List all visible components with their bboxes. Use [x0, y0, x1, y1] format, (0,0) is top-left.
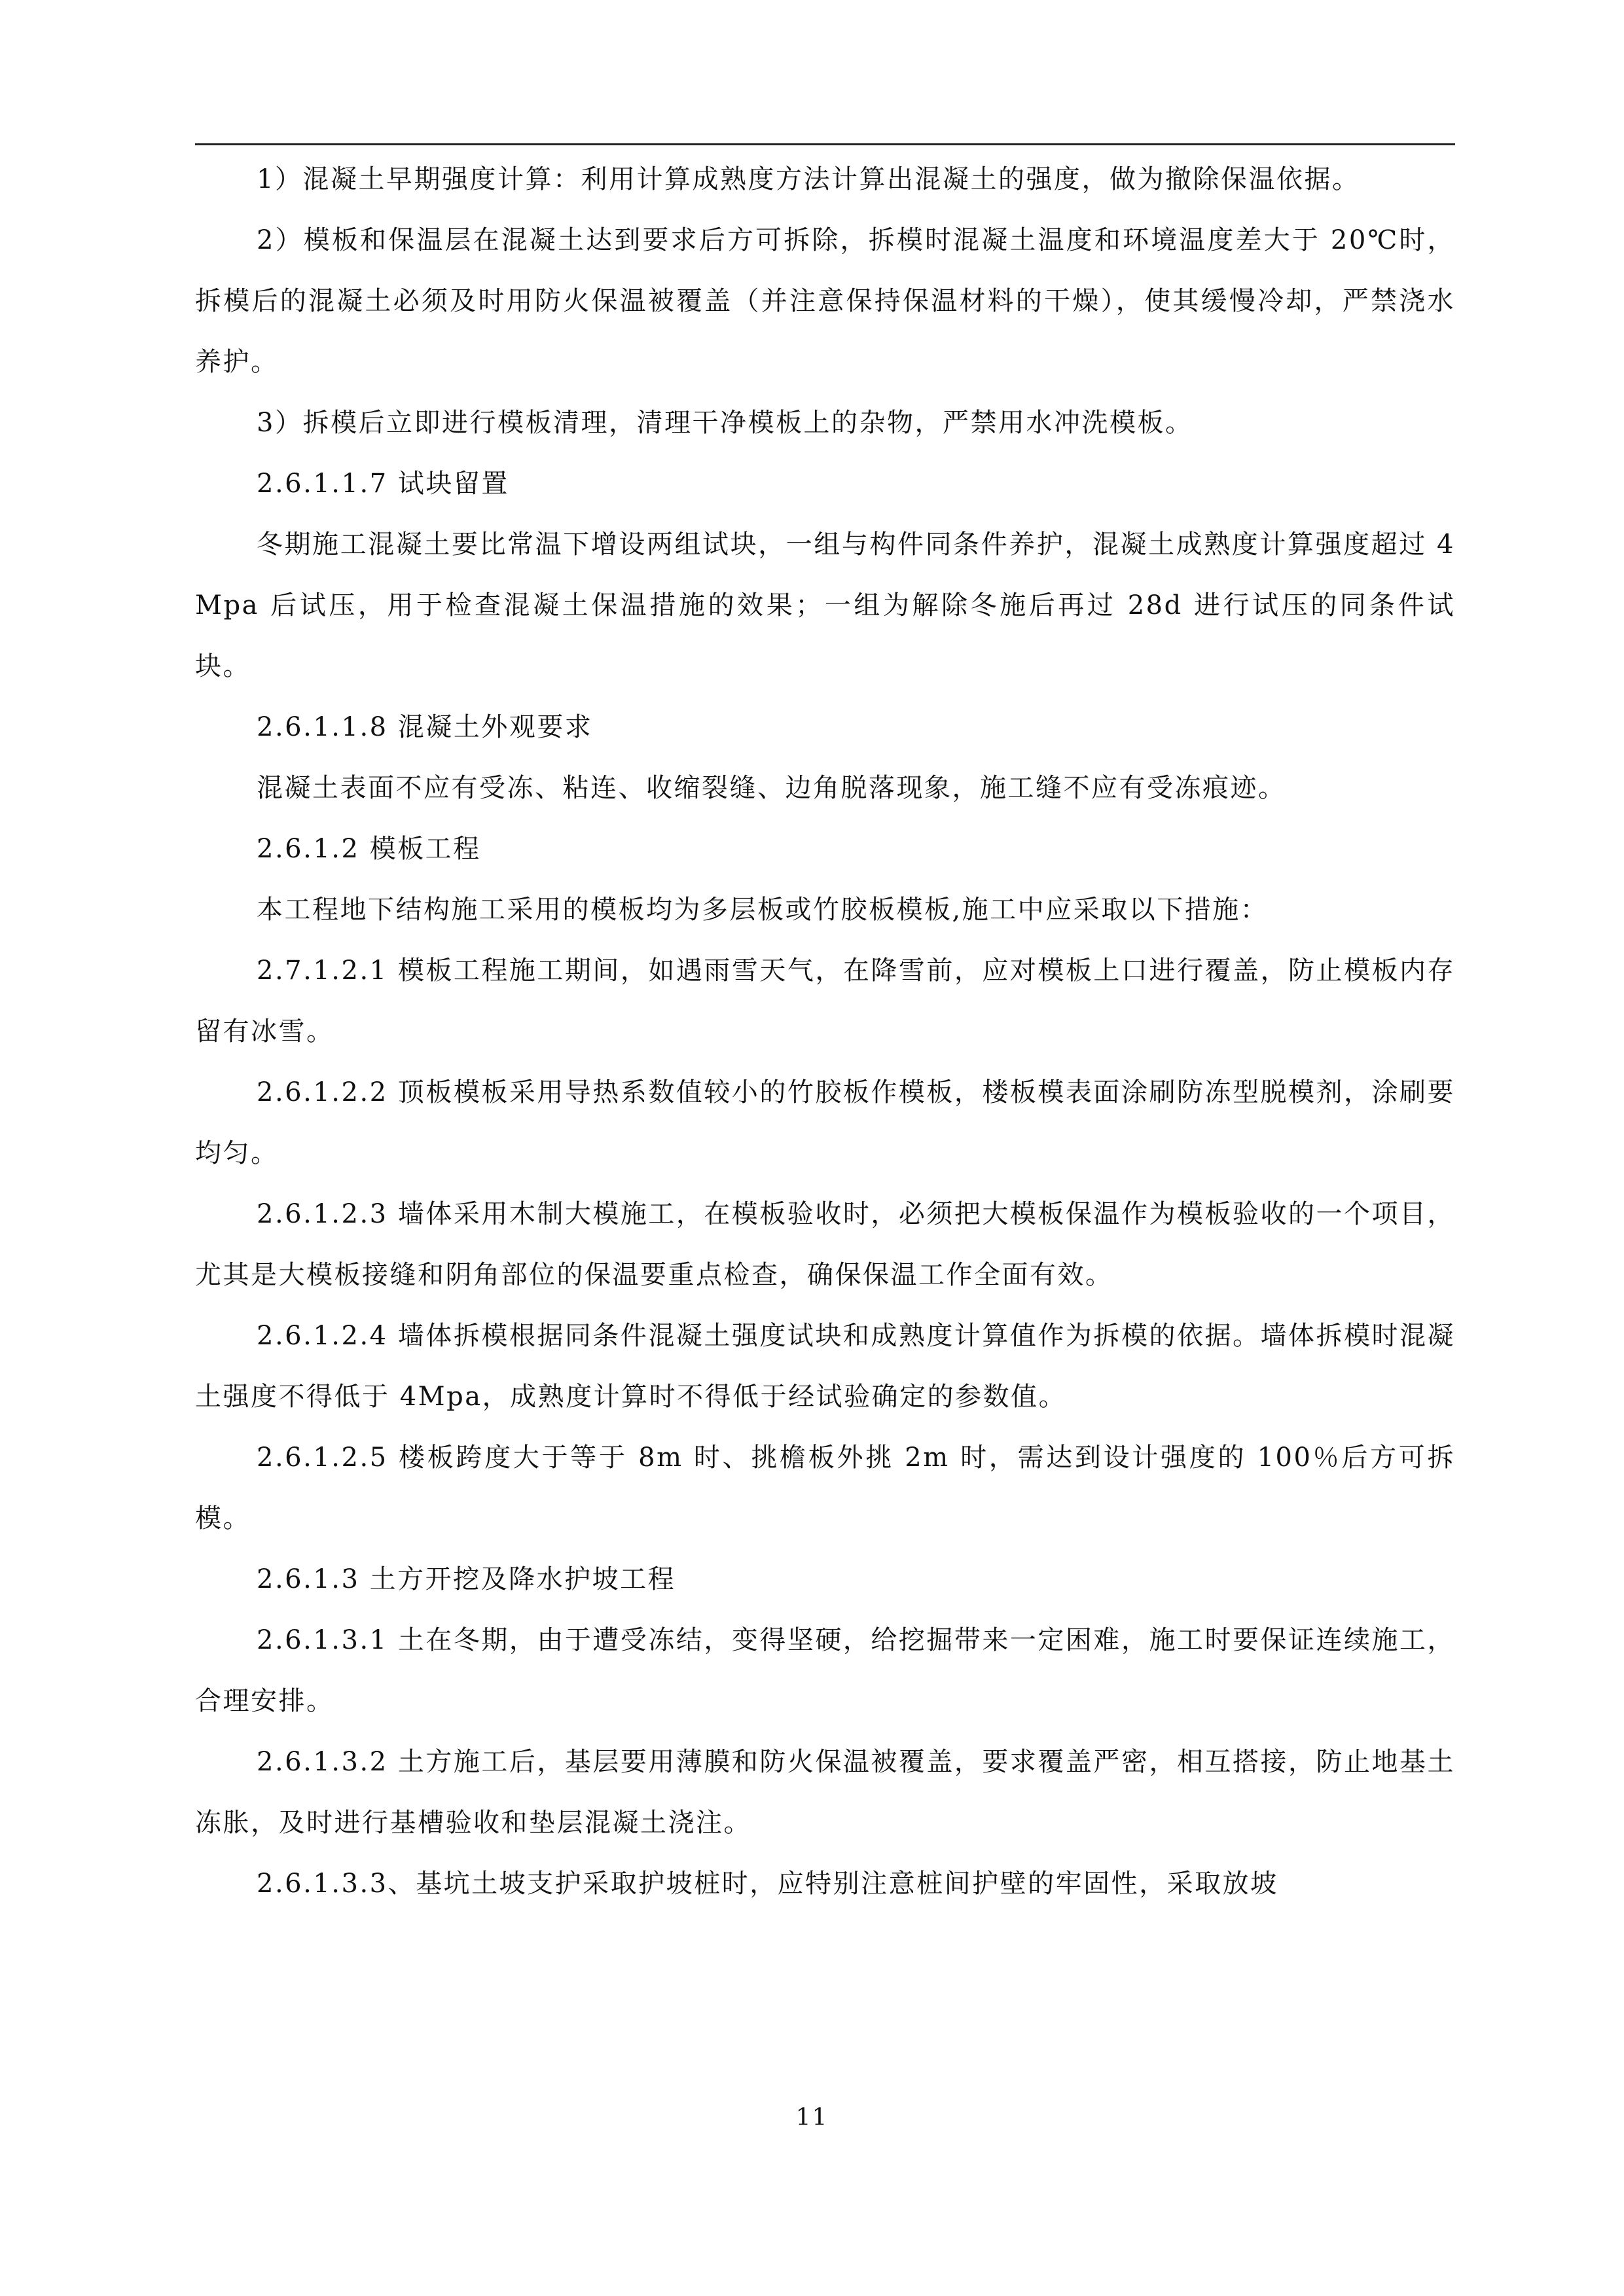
section-heading: 2.6.1.3 土方开挖及降水护坡工程 — [257, 1564, 676, 1594]
paragraph: 2.6.1.3.2 土方施工后，基层要用薄膜和防火保温被覆盖，要求覆盖严密，相互搭接，防止地基土冻胀，及时进行基槽验收和垫层混凝土浇注。 — [195, 1747, 1455, 1838]
paragraph: 2）模板和保温层在混凝土达到要求后方可拆除，拆模时混凝土温度和环境温度差大于 20℃时，拆模后的混凝土必须及时用防火保温被覆盖（并注意保持保温材料的干燥），使其缓慢冷却，严禁浇水养护。 — [195, 225, 1455, 377]
paragraph: 2.6.1.2.4 墙体拆模根据同条件混凝土强度试块和成熟度计算值作为拆模的依据。墙体拆模时混凝土强度不得低于 4Mpa，成熟度计算时不得低于经试验确定的参数值。 — [195, 1321, 1455, 1412]
section-heading: 2.6.1.2 模板工程 — [257, 834, 481, 864]
paragraph: 2.7.1.2.1 模板工程施工期间，如遇雨雪天气，在降雪前，应对模板上口进行覆盖，防止模板内存留有冰雪。 — [195, 956, 1455, 1047]
section-heading: 2.6.1.1.8 混凝土外观要求 — [257, 712, 593, 742]
paragraph: 混凝土表面不应有受冻、粘连、收缩裂缝、边角脱落现象，施工缝不应有受冻痕迹。 — [257, 773, 1286, 803]
page-number: 11 — [795, 2104, 829, 2131]
paragraph: 2.6.1.2.3 墙体采用木制大模施工，在模板验收时，必须把大模板保温作为模板验收的一个项目，尤其是大模板接缝和阴角部位的保温要重点检查，确保保温工作全面有效。 — [195, 1199, 1455, 1290]
paragraph: 本工程地下结构施工采用的模板均为多层板或竹胶板模板,施工中应采取以下措施： — [257, 895, 1269, 925]
paragraph: 2.6.1.3.3、基坑土坡支护采取护坡桩时，应特别注意桩间护壁的牢固性，采取放坡 — [257, 1869, 1278, 1899]
paragraph: 1）混凝土早期强度计算：利用计算成熟度方法计算出混凝土的强度，做为撤除保温依据。 — [257, 164, 1360, 194]
body-text — [195, 149, 1455, 1914]
paragraph: 2.6.1.2.5 楼板跨度大于等于 8m 时、挑檐板外挑 2m 时，需达到设计强度的 100％后方可拆模。 — [195, 1443, 1455, 1534]
paragraph: 冬期施工混凝土要比常温下增设两组试块，一组与构件同条件养护，混凝土成熟度计算强度超过 4Mpa 后试压，用于检查混凝土保温措施的效果；一组为解除冬施后再过 28d 进行试压的同条件试块。 — [195, 529, 1455, 681]
paragraph: 3）拆模后立即进行模板清理，清理干净模板上的杂物，严禁用水冲洗模板。 — [257, 408, 1193, 438]
header-rule — [195, 143, 1455, 145]
paragraph: 2.6.1.3.1 土在冬期，由于遭受冻结，变得坚硬，给挖掘带来一定困难，施工时要保证连续施工，合理安排。 — [195, 1625, 1455, 1716]
paragraph: 2.6.1.2.2 顶板模板采用导热系数值较小的竹胶板作模板，楼板模表面涂刷防冻型脱模剂，涂刷要均匀。 — [195, 1077, 1455, 1168]
section-heading: 2.6.1.1.7 试块留置 — [257, 469, 509, 499]
